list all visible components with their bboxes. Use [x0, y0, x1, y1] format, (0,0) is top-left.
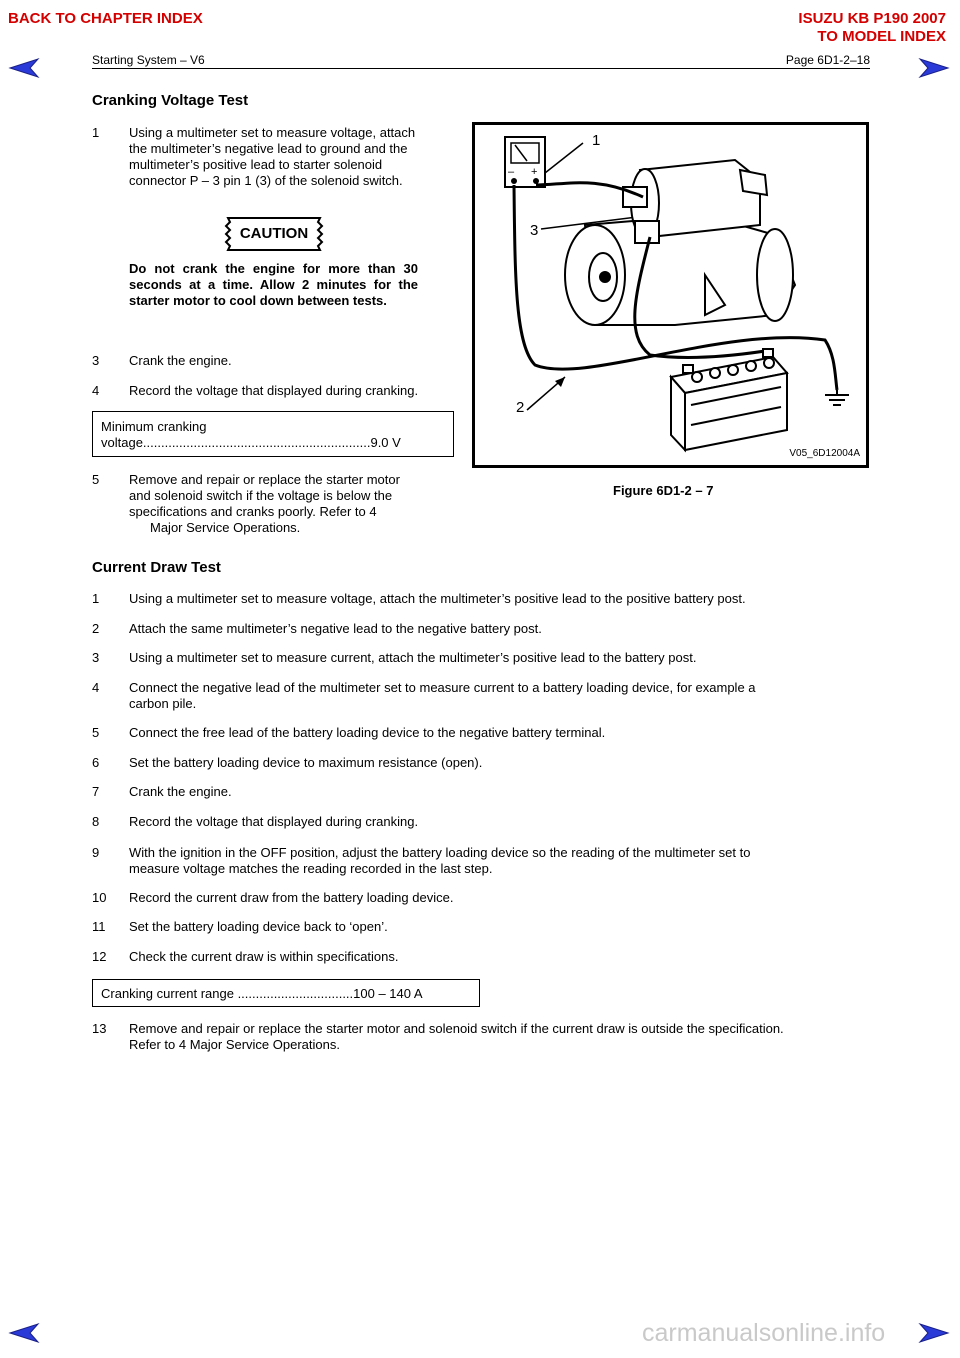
step-line: Attach the same multimeter’s negative lead to the negative battery post.	[129, 621, 542, 636]
step-number: 7	[92, 784, 100, 799]
step-line: With the ignition in the OFF position, adjust the battery loading device so the reading of the multimeter set to	[129, 845, 751, 860]
current-step-10	[92, 890, 870, 906]
step-number: 5	[92, 472, 100, 487]
current-step-13	[92, 1021, 870, 1055]
callout-1: 1	[592, 132, 601, 149]
step-number: 4	[92, 680, 100, 695]
step-number: 1	[92, 125, 100, 140]
step-text	[129, 725, 870, 741]
step-line: Connect the negative lead of the multimeter set to measure current to a battery loading device, for example a	[129, 680, 756, 695]
cranking-step-3	[92, 353, 462, 369]
step-number: 10	[92, 890, 107, 905]
step-number: 8	[92, 814, 100, 829]
step-line: specifications and cranks poorly. Refer to 4	[129, 504, 377, 519]
svg-text:+: +	[531, 166, 538, 178]
next-page-arrow-bottom-icon[interactable]	[918, 1322, 950, 1344]
current-draw-heading: Current Draw Test	[92, 559, 221, 576]
spec-value: voltage...............................................................9.0 V	[101, 435, 401, 450]
step-text	[129, 650, 870, 666]
step-line: Record the current draw from the battery loading device.	[129, 890, 454, 905]
next-page-arrow-icon[interactable]	[918, 57, 950, 79]
current-step-6	[92, 755, 870, 771]
step-line: Set the battery loading device to maximum resistance (open).	[129, 755, 483, 770]
step-number: 4	[92, 383, 100, 398]
callout-2: 2	[516, 399, 525, 416]
multimeter-icon	[505, 137, 545, 187]
min-cranking-voltage-spec	[92, 411, 454, 457]
footer-watermark: carmanualsonline.info	[642, 1319, 886, 1347]
step-line: carbon pile.	[129, 696, 197, 711]
starter-battery-diagram	[475, 125, 866, 465]
previous-page-arrow-icon[interactable]	[8, 57, 40, 79]
back-to-chapter-index-link[interactable]: BACK TO CHAPTER INDEX	[8, 10, 203, 27]
step-line: Record the voltage that displayed during cranking.	[129, 814, 419, 829]
battery-icon	[671, 349, 787, 450]
section-title: Starting System – V6	[92, 53, 205, 67]
step-line: the multimeter’s negative lead to ground and the	[129, 141, 408, 156]
step-line: multimeter’s positive lead to starter solenoid	[129, 157, 383, 172]
step-text	[129, 621, 870, 637]
step-text	[129, 890, 870, 906]
step-text	[129, 784, 870, 800]
step-number: 1	[92, 591, 100, 606]
step-line: Set the battery loading device back to ‘open’.	[129, 919, 388, 934]
cranking-step-4	[92, 383, 462, 399]
step-line: Crank the engine.	[129, 784, 232, 799]
callout-3: 3	[530, 222, 539, 239]
current-step-3	[92, 650, 870, 666]
step-line: connector P – 3 pin 1 (3) of the solenoid switch.	[129, 173, 403, 188]
spec-label: Minimum cranking	[101, 419, 207, 434]
current-step-8	[92, 814, 870, 830]
caution-label: CAUTION	[239, 225, 309, 242]
step-line: Refer to 4 Major Service Operations.	[129, 1037, 340, 1052]
step-text	[129, 680, 870, 712]
step-text	[129, 919, 870, 935]
step-line: Remove and repair or replace the starter motor	[129, 472, 400, 487]
step-text	[129, 755, 870, 771]
step-number: 3	[92, 650, 100, 665]
step-text	[129, 591, 870, 607]
step-line: Remove and repair or replace the starter motor and solenoid switch if the current draw is outside the specification.	[129, 1021, 784, 1036]
step-text	[129, 845, 870, 877]
current-step-2	[92, 621, 870, 637]
step-number: 9	[92, 845, 100, 860]
step-line: and solenoid switch if the voltage is below the	[129, 488, 393, 503]
step-number: 2	[92, 621, 100, 636]
step-line: Major Service Operations.	[150, 520, 301, 535]
model-index-block	[798, 10, 946, 46]
step-line: Connect the free lead of the battery loading device to the negative battery terminal.	[129, 725, 606, 740]
cranking-step-5	[92, 472, 462, 538]
ground-icon	[825, 390, 849, 405]
current-step-1	[92, 591, 870, 607]
starter-motor-figure	[472, 122, 869, 468]
step-text: Crank the engine.	[129, 353, 232, 368]
cranking-current-spec: Cranking current range ................................100 – 140 A	[92, 979, 480, 1007]
current-step-4	[92, 680, 870, 712]
step-line: Using a multimeter set to measure voltage, attach	[129, 125, 416, 140]
step-text	[129, 472, 459, 536]
caution-text: Do not crank the engine for more than 30 seconds at a time. Allow 2 minutes for the starter motor to cool down between tests.	[129, 261, 418, 308]
current-step-5	[92, 725, 870, 741]
cranking-step-1	[92, 125, 462, 195]
header-divider	[92, 68, 870, 69]
previous-page-arrow-bottom-icon[interactable]	[8, 1322, 40, 1344]
figure-code: V05_6D12004A	[789, 448, 860, 459]
figure-caption: Figure 6D1-2 – 7	[613, 483, 714, 498]
step-line: Using a multimeter set to measure current, attach the multimeter’s positive lead to the battery post.	[129, 650, 697, 665]
step-line: Using a multimeter set to measure voltage, attach the multimeter’s positive lead to the positive battery post.	[129, 591, 746, 606]
step-number: 12	[92, 949, 107, 964]
current-step-12	[92, 949, 870, 965]
step-text	[129, 1021, 870, 1053]
step-number: 3	[92, 353, 100, 368]
step-text	[129, 814, 870, 830]
step-text	[129, 949, 870, 965]
current-step-11	[92, 919, 870, 935]
step-line: measure voltage matches the reading recorded in the last step.	[129, 861, 493, 876]
caution-badge	[222, 216, 326, 252]
step-line: Check the current draw is within specifications.	[129, 949, 399, 964]
svg-text:–: –	[508, 166, 515, 178]
current-step-9	[92, 845, 870, 877]
step-number: 6	[92, 755, 100, 770]
step-number: 5	[92, 725, 100, 740]
step-text: Record the voltage that displayed during cranking.	[129, 383, 419, 398]
model-title[interactable]: ISUZU KB P190 2007	[798, 10, 946, 27]
step-text	[129, 125, 459, 189]
step-number: 13	[92, 1021, 107, 1036]
step-number: 11	[92, 919, 106, 934]
cranking-voltage-heading: Cranking Voltage Test	[92, 92, 249, 109]
page-number: Page 6D1-2–18	[785, 53, 870, 67]
current-step-7	[92, 784, 870, 800]
to-model-index-link[interactable]: TO MODEL INDEX	[817, 28, 946, 45]
